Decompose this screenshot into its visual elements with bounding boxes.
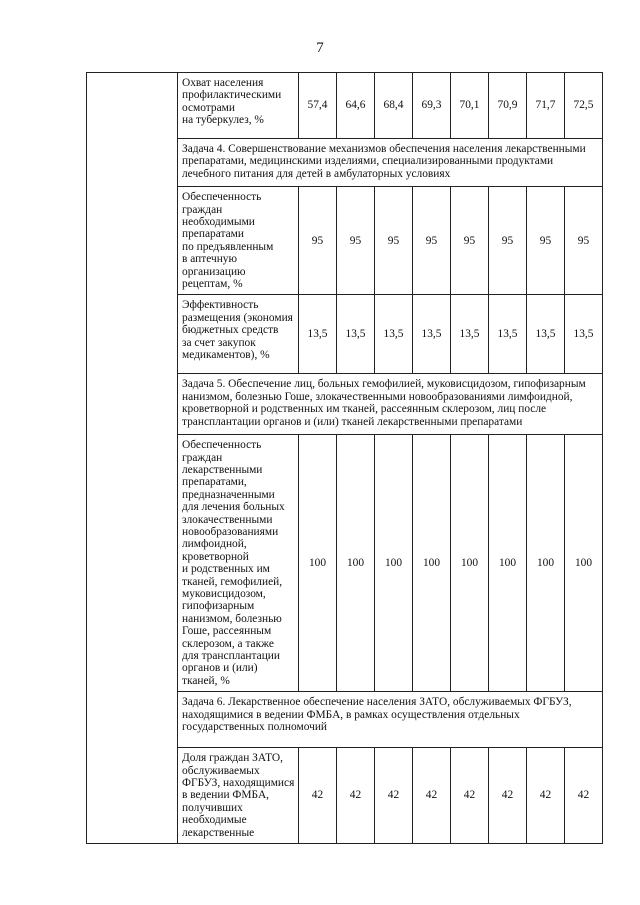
indicator-value: 69,3 (413, 73, 451, 139)
indicator-label: Охват населения профилактическими осмотрами на туберкулез, % (178, 73, 299, 139)
indicator-label: Доля граждан ЗАТО, обслуживаемых ФГБУЗ, находящимися в ведении ФМБА, получивших необходимые лекарственные (178, 748, 299, 844)
indicator-value: 95 (299, 187, 337, 295)
table-body (87, 73, 603, 844)
indicators-table (86, 72, 603, 844)
indicator-value: 13,5 (337, 295, 375, 374)
indicator-value: 42 (299, 748, 337, 844)
indicator-value: 42 (451, 748, 489, 844)
indicator-value: 100 (565, 435, 603, 692)
empty-first-column-cell (87, 73, 178, 844)
indicator-value: 71,7 (527, 73, 565, 139)
indicator-value: 95 (451, 187, 489, 295)
indicator-value: 42 (489, 748, 527, 844)
indicator-value: 42 (375, 748, 413, 844)
task-heading: Задача 5. Обеспечение лиц, больных гемофилией, муковисцидозом, гипофизарным нанизмом, болезнью Гоше, злокачественными новообразованиями лимфоидной, кроветворной и родственных им тканей, рассеянным склерозом, лиц после трансплантации органов и (или) тканей лекарственными препаратами (178, 374, 603, 435)
indicator-value: 70,9 (489, 73, 527, 139)
indicator-value: 42 (337, 748, 375, 844)
indicator-value: 42 (527, 748, 565, 844)
indicator-value: 13,5 (375, 295, 413, 374)
indicator-value: 57,4 (299, 73, 337, 139)
indicator-value: 100 (527, 435, 565, 692)
indicator-value: 95 (527, 187, 565, 295)
indicator-value: 95 (489, 187, 527, 295)
indicator-label: Обеспеченность граждан необходимыми препаратами по предъявленным в аптечную организацию рецептам, % (178, 187, 299, 295)
task-heading: Задача 4. Совершенствование механизмов обеспечения населения лекарственными препаратами, медицинскими изделиями, специализированными продуктами лечебного питания для детей в амбулаторных условиях (178, 139, 603, 187)
indicator-value: 100 (375, 435, 413, 692)
indicator-value: 42 (565, 748, 603, 844)
indicator-value: 95 (413, 187, 451, 295)
indicator-label: Обеспеченность граждан лекарственными препаратами, предназначенными для лечения больных злокачественными новообразованиями лимфоидной, кроветворной и родственных им тканей, гемофилией, муковисцидозом, гипофизарным нанизмом, болезнью Гоше, рассеянным склерозом, а также для трансплантации органов и (или) тканей, % (178, 435, 299, 692)
page-number: 7 (316, 40, 324, 56)
indicator-value: 100 (489, 435, 527, 692)
indicator-value: 13,5 (527, 295, 565, 374)
indicator-value: 95 (375, 187, 413, 295)
indicator-value: 95 (337, 187, 375, 295)
indicator-value: 100 (413, 435, 451, 692)
indicator-value: 13,5 (413, 295, 451, 374)
indicator-row (87, 73, 603, 139)
indicator-value: 42 (413, 748, 451, 844)
indicator-value: 95 (565, 187, 603, 295)
indicator-value: 72,5 (565, 73, 603, 139)
indicator-value: 13,5 (565, 295, 603, 374)
indicator-label: Эффективность размещения (экономия бюджетных средств за счет закупок медикаментов), % (178, 295, 299, 374)
indicator-value: 64,6 (337, 73, 375, 139)
indicator-value: 68,4 (375, 73, 413, 139)
task-heading: Задача 6. Лекарственное обеспечение населения ЗАТО, обслуживаемых ФГБУЗ, находящимися в ведении ФМБА, в рамках осуществления отдельных государственных полномочий (178, 692, 603, 748)
indicator-value: 100 (337, 435, 375, 692)
indicator-value: 13,5 (489, 295, 527, 374)
indicator-value: 13,5 (451, 295, 489, 374)
indicator-value: 13,5 (299, 295, 337, 374)
indicator-value: 100 (299, 435, 337, 692)
indicator-value: 70,1 (451, 73, 489, 139)
indicator-value: 100 (451, 435, 489, 692)
